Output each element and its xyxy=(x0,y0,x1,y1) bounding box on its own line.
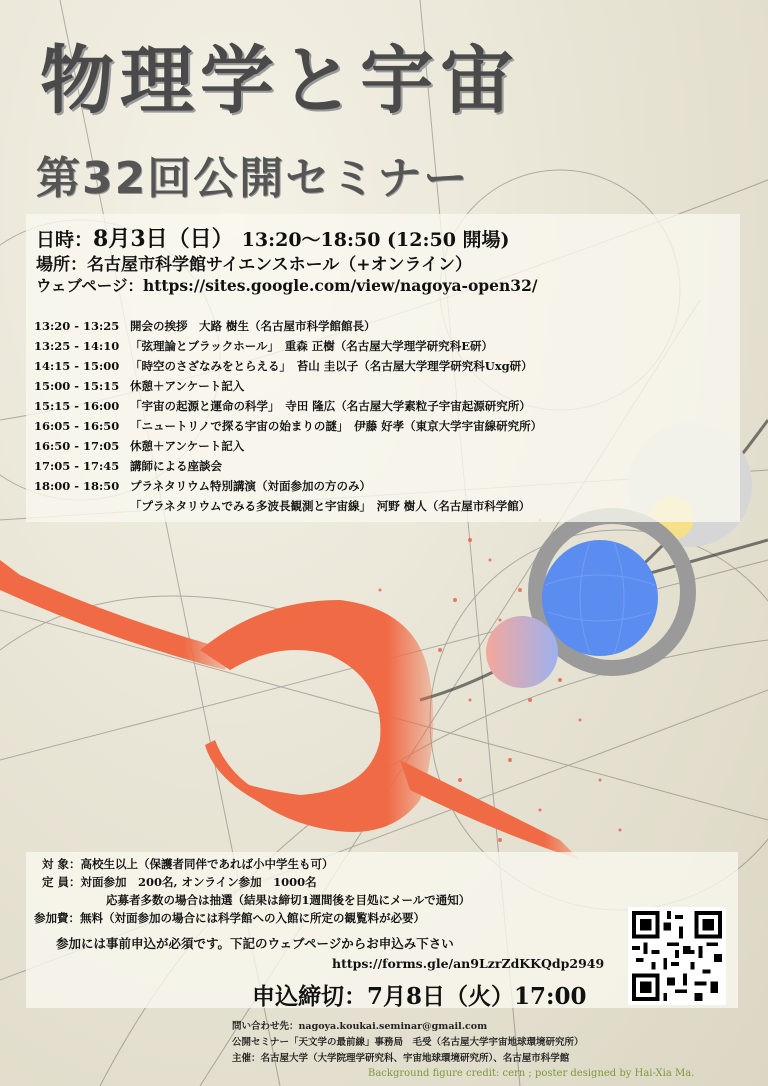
orange-swirl-shape xyxy=(0,560,580,860)
info-panel xyxy=(26,214,740,522)
schedule-row: 14:15 - 15:00 「時空のさざなみをとらえる」 苔山 圭以子（名古屋大学理学研究科Uxg研） xyxy=(34,359,533,373)
date-row xyxy=(36,222,510,253)
background-credit: Background figure credit: cern ; poster designed by Hai-Xia Ma. xyxy=(368,1068,695,1079)
target-text: 対 象：高校生以上（保護者同伴であれば小中学生も可） xyxy=(42,857,334,871)
host-text: 主催：名古屋大学（大学院理学研究科、宇宙地球環境研究所）、名古屋市科学館 xyxy=(232,1053,570,1064)
deadline-text: 申込締切：7月8日（火）17:00 xyxy=(252,983,587,1010)
date-label: 日時： xyxy=(36,229,94,251)
office-text: 公開セミナー「天文学の最前線」事務局 毛受（名古屋大学宇宙地球環境研究所） xyxy=(232,1037,584,1048)
schedule-row: 15:00 - 15:15 休憩＋アンケート記入 xyxy=(34,379,245,393)
form-link[interactable]: https://forms.gle/an9LzrZdKKQdp2949 xyxy=(332,956,605,971)
pink-sphere-shape xyxy=(486,616,558,688)
poster-subtitle: 第32回公開セミナー xyxy=(36,153,470,204)
schedule-row: 15:15 - 16:00 「宇宙の起源と運命の科学」 寺田 隆広（名古屋大学素粒子宇宙起源研究所） xyxy=(34,399,531,413)
contact-text: 問い合わせ先：nagoya.koukai.seminar@gmail.com xyxy=(232,1021,488,1032)
date-value: 8月3日（日） xyxy=(93,226,223,252)
schedule-row: 16:50 - 17:05 休憩＋アンケート記入 xyxy=(34,439,245,453)
lottery-text: 応募者多数の場合は抽選（結果は締切1週間後を目処にメールで通知） xyxy=(106,893,471,907)
time-value: 13:20〜18:50 (12:50 開場) xyxy=(241,229,510,251)
fee-text: 参加費：無料（対面参加の場合には科学館への入館に所定の観覧料が必要） xyxy=(34,911,425,925)
notice-text: 参加には事前申込が必須です。下記のウェブページからお申込み下さい xyxy=(56,936,454,951)
qr-code[interactable] xyxy=(628,907,726,1005)
venue: 場所：名古屋市科学館サイエンスホール（+オンライン） xyxy=(36,255,473,275)
schedule-row: 16:05 - 16:50 「ニュートリノで探る宇宙の始まりの謎」 伊藤 好孝（東京大学宇宙線研究所） xyxy=(34,419,543,433)
schedule-row: 13:25 - 14:10 「弦理論とブラックホール」 重森 正樹（名古屋大学理学研究科E研） xyxy=(34,339,494,353)
poster-title: 物理学と宇宙 xyxy=(40,38,520,124)
blue-sphere-shape xyxy=(542,540,658,656)
schedule-row: 18:00 - 18:50 プラネタリウム特別講演（対面参加の方のみ） xyxy=(34,479,372,493)
schedule-row: 17:05 - 17:45 講師による座談会 xyxy=(34,459,222,473)
schedule-row: 13:20 - 13:25 開会の挨拶 大路 樹生（名古屋市科学館館長） xyxy=(34,319,376,333)
capacity-text: 定 員：対面参加 200名, オンライン参加 1000名 xyxy=(42,875,317,889)
schedule-row: 「プラネタリウムでみる多波長観測と宇宙線」 河野 樹人（名古屋市科学館） xyxy=(130,499,531,513)
web-link[interactable]: ウェブページ：https://sites.google.com/view/nagoya-open32/ xyxy=(36,276,538,295)
